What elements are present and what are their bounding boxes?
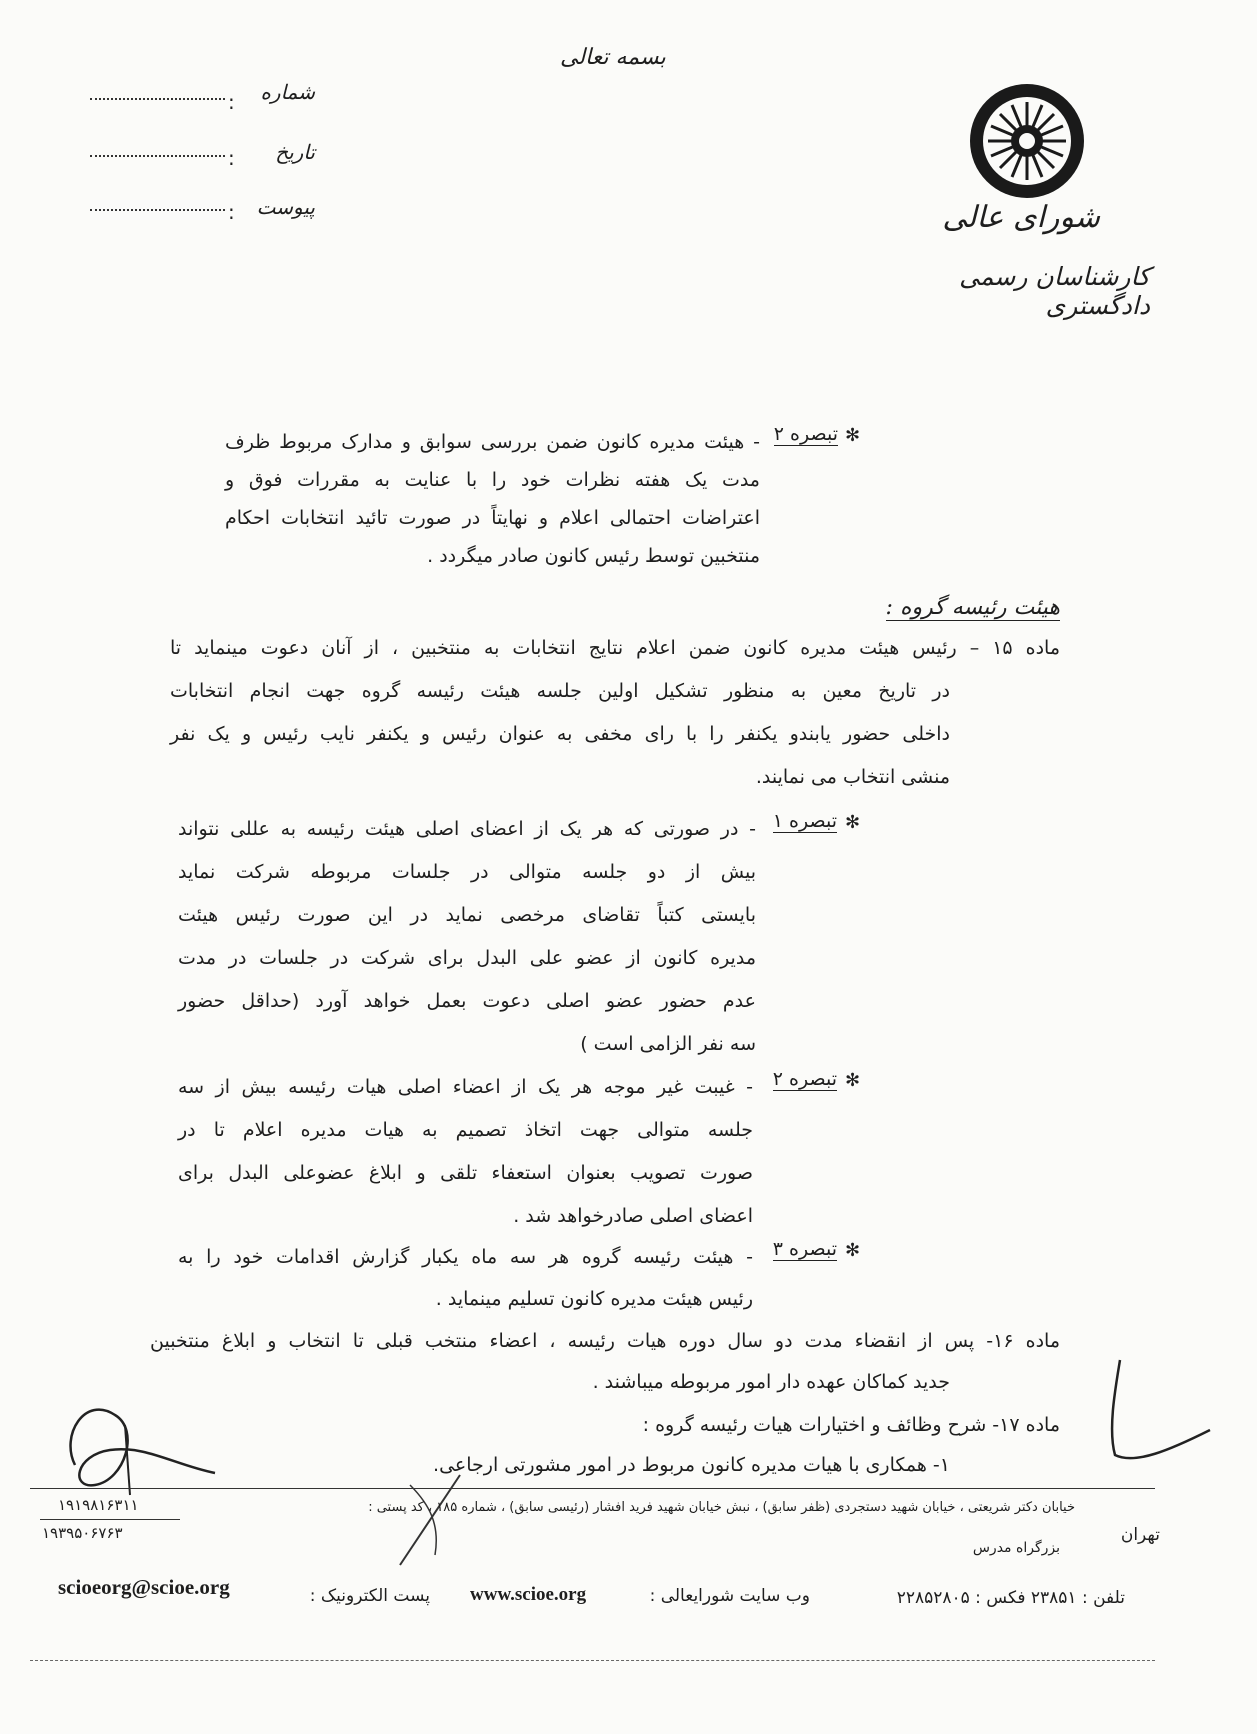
date-label: تاریخ xyxy=(275,140,315,164)
attachment-field[interactable] xyxy=(90,209,225,211)
note-1-line-2: بیش از دو جلسه متوالی در جلسات مربوطه شرکت نماید xyxy=(178,861,756,883)
asterisk-icon: ✻ xyxy=(845,1070,861,1091)
right-signature xyxy=(1100,1350,1220,1475)
letter-page: بسمه تعالی شماره : تاریخ : پیوست : شورای عالی کارشناسان رسمی دادگستری ✻ تبصره ۲ - هیئت مدیره کانون ضمن بررسی سوابق و مدارک مربوط ظرف مدت یک هفته نظرات خود را با عنایت به مقررات فوق و اعتراضات احتمالی اعلام و نهایتاً در صورت تائید انتخابات احکام منتخبین توسط رئیس کانون صادر میگردد . هیئت رئیسه گروه : ماده ۱۵ – رئیس هیئت مدیره کانون ضمن اعلام نتایج انتخابات به منتخبین ، از آنان دعوت مینماید تا در تاریخ معین به منظور تشکیل اولین جلسه هیئت رئیسه گروه جهت انجام انتخابات داخلی حضور یابندو یکنفر را با رای مخفی به عنوان رئیس و یکنفر نایب رئیس و یک نفر منشی انتخاب می نمایند. ✻ تبصره ۱ - در صورتی که هر یک از اعضای اصلی هیئت رئیسه به عللی نتواند بیش از دو جلسه متوالی در جلسات مربوطه شرکت نماید بایستی کتباً تقاضای مرخصی نماید در این صورت رئیس هیئت مدیره کانون از عضو علی البدل برای شرکت در جلسات در مدت عدم حضور عضو اصلی دعوت بعمل خواهد آورد (حداقل حضور سه نفر الزامی است ) ✻ تبصره ۲ - غیبت غیر موجه هر یک از اعضاء اصلی هیات رئیسه بیش از سه جلسه متوالی جهت اتخاذ تصمیم به هیات مدیره اعلام تا در صورت تصویب بعنوان استعفاء تلقی و ابلاغ عضوعلی البدل برای اعضای اصلی صادرخواهد شد . ✻ تبصره ۳ - هیئت رئیسه گروه هر سه ماه یکبار گزارش اقدامات خود را به رئیس هیئت مدیره کانون تسلیم مینماید . ماده ۱۶- پس از انقضاء مدت دو سال دوره هیات رئیسه ، اعضاء منتخب قبلی تا انتخاب و ابلاغ منتخبین جدید کماکان عهده دار امور مربوطه میباشند . ماده ۱۷- شرح وظائف و اختیارات هیات رئیسه گروه : ۱- همکاری با هیات مدیره کانون مربوط در امور مشورتی ارجاعی. تهران خیابان دکتر شریعتی ، خیابان شهید دستجردی (ظفر سابق) ، نبش خیابان شهید فرید افشار (رئیسی سابق) ، شماره ۱۸۵ ، کد پستی : بزرگراه مدرس ۱۹۱۹۸۱۶۳۱۱ ۱۹۳۹۵۰۶۷۶۳ تلفن : ۲۳۸۵۱ فکس : ۲۲۸۵۲۸۰۵ وب سایت شورایعالی : www.scioe.org پست الکترونیک : scioeorg@scioe.org xyxy=(0,0,1257,1734)
asterisk-icon: ✻ xyxy=(845,812,861,833)
footer-divider-bottom xyxy=(30,1660,1155,1661)
number-field[interactable] xyxy=(90,98,225,100)
note-2b-line-2: جلسه متوالی جهت اتخاذ تصمیم به هیات مدیره اعلام تا در xyxy=(178,1119,753,1141)
article-16-line-1: ماده ۱۶- پس از انقضاء مدت دو سال دوره هیات رئیسه ، اعضاء منتخب قبلی تا انتخاب و ابلاغ منتخبین xyxy=(150,1330,1061,1352)
article-16-line-2: جدید کماکان عهده دار امور مربوطه میباشند . xyxy=(592,1371,950,1393)
footer-address-2: بزرگراه مدرس xyxy=(972,1540,1060,1556)
note-3-label: تبصره ۳ xyxy=(772,1238,837,1260)
stamp-mark xyxy=(380,1465,480,1575)
note-2b-line-4: اعضای اصلی صادرخواهد شد . xyxy=(513,1205,753,1227)
asterisk-icon: ✻ xyxy=(845,425,861,446)
article-17-line-1: ماده ۱۷- شرح وظائف و اختیارات هیات رئیسه گروه : xyxy=(642,1414,1060,1436)
footer-website-link[interactable]: www.scioe.org xyxy=(470,1584,587,1605)
note-2-label: تبصره ۲ xyxy=(773,423,838,445)
note-3-line-2: رئیس هیئت مدیره کانون تسلیم مینماید . xyxy=(435,1288,753,1310)
note-1-line-4: مدیره کانون از عضو علی البدل برای شرکت در جلسات در مدت xyxy=(178,947,756,969)
article-15-line-4: منشی انتخاب می نمایند. xyxy=(755,766,950,788)
note-3-line-1: - هیئت رئیسه گروه هر سه ماه یکبار گزارش اقدامات خود را به xyxy=(178,1246,753,1268)
footer-website-label: وب سایت شورایعالی : xyxy=(649,1586,810,1606)
section-title: هیئت رئیسه گروه : xyxy=(885,595,1060,620)
note-2b-label: تبصره ۲ xyxy=(772,1068,837,1090)
attachment-label: پیوست xyxy=(256,195,315,219)
org-subtitle: کارشناسان رسمی دادگستری xyxy=(959,262,1150,320)
org-name: شورای عالی xyxy=(942,200,1100,235)
note-2-line-2: مدت یک هفته نظرات خود را با عنایت به مقررات فوق و xyxy=(225,469,760,491)
note-2-line-1: - هیئت مدیره کانون ضمن بررسی سوابق و مدارک مربوط ظرف xyxy=(225,431,760,453)
footer-address: خیابان دکتر شریعتی ، خیابان شهید دستجردی (ظفر سابق) ، نبش خیابان شهید فرید افشار (رئیسی سابق) ، شماره ۱۸۵ ، کد پستی : xyxy=(368,1500,1075,1515)
footer-email-label: پست الکترونیک : xyxy=(309,1586,430,1606)
note-2b-line-1: - غیبت غیر موجه هر یک از اعضاء اصلی هیات رئیسه بیش از سه xyxy=(178,1076,753,1098)
number-label: شماره xyxy=(260,80,315,104)
date-field[interactable] xyxy=(90,155,225,157)
note-1-line-1: - در صورتی که هر یک از اعضای اصلی هیئت رئیسه به عللی نتواند xyxy=(178,818,756,840)
footer-phone: تلفن : ۲۳۸۵۱ فکس : ۲۲۸۵۲۸۰۵ xyxy=(896,1588,1125,1608)
footer-divider-top xyxy=(30,1488,1155,1489)
article-15-line-1: ماده ۱۵ – رئیس هیئت مدیره کانون ضمن اعلام نتایج انتخابات به منتخبین ، از آنان دعوت مینماید تا xyxy=(170,637,1061,659)
emblem-icon xyxy=(968,82,1086,200)
note-1-label: تبصره ۱ xyxy=(772,810,837,832)
note-1-line-3: بایستی کتباً تقاضای مرخصی نماید در این صورت رئیس هیئت xyxy=(178,904,756,926)
left-signature xyxy=(55,1385,225,1510)
note-1-line-5: عدم حضور عضو اصلی دعوت بعمل خواهد آورد (حداقل حضور xyxy=(178,990,756,1012)
note-1-line-6: سه نفر الزامی است ) xyxy=(580,1033,756,1055)
note-2-line-3: اعتراضات احتمالی اعلام و نهایتاً در صورت تائید انتخابات احکام xyxy=(225,507,760,529)
invocation: بسمه تعالی xyxy=(560,45,666,70)
footer-number-2: ۱۹۳۹۵۰۶۷۶۳ xyxy=(42,1524,123,1542)
note-2-line-4: منتخبین توسط رئیس کانون صادر میگردد . xyxy=(427,545,760,567)
asterisk-icon: ✻ xyxy=(845,1240,861,1261)
footer-email-link[interactable]: scioeorg@scioe.org xyxy=(58,1575,230,1599)
footer-number-1: ۱۹۱۹۸۱۶۳۱۱ xyxy=(58,1496,139,1514)
article-17-line-2: ۱- همکاری با هیات مدیره کانون مربوط در امور مشورتی ارجاعی. xyxy=(433,1454,950,1476)
note-2b-line-3: صورت تصویب بعنوان استعفاء تلقی و ابلاغ عضوعلی البدل برای xyxy=(178,1162,753,1184)
footer-city: تهران xyxy=(1120,1525,1160,1545)
article-15-line-2: در تاریخ معین به منظور تشکیل اولین جلسه هیئت رئیسه گروه جهت انجام انتخابات xyxy=(170,680,950,702)
article-15-line-3: داخلی حضور یابندو یکنفر را با رای مخفی به عنوان رئیس و یکنفر نایب رئیس و یک نفر xyxy=(170,723,950,745)
